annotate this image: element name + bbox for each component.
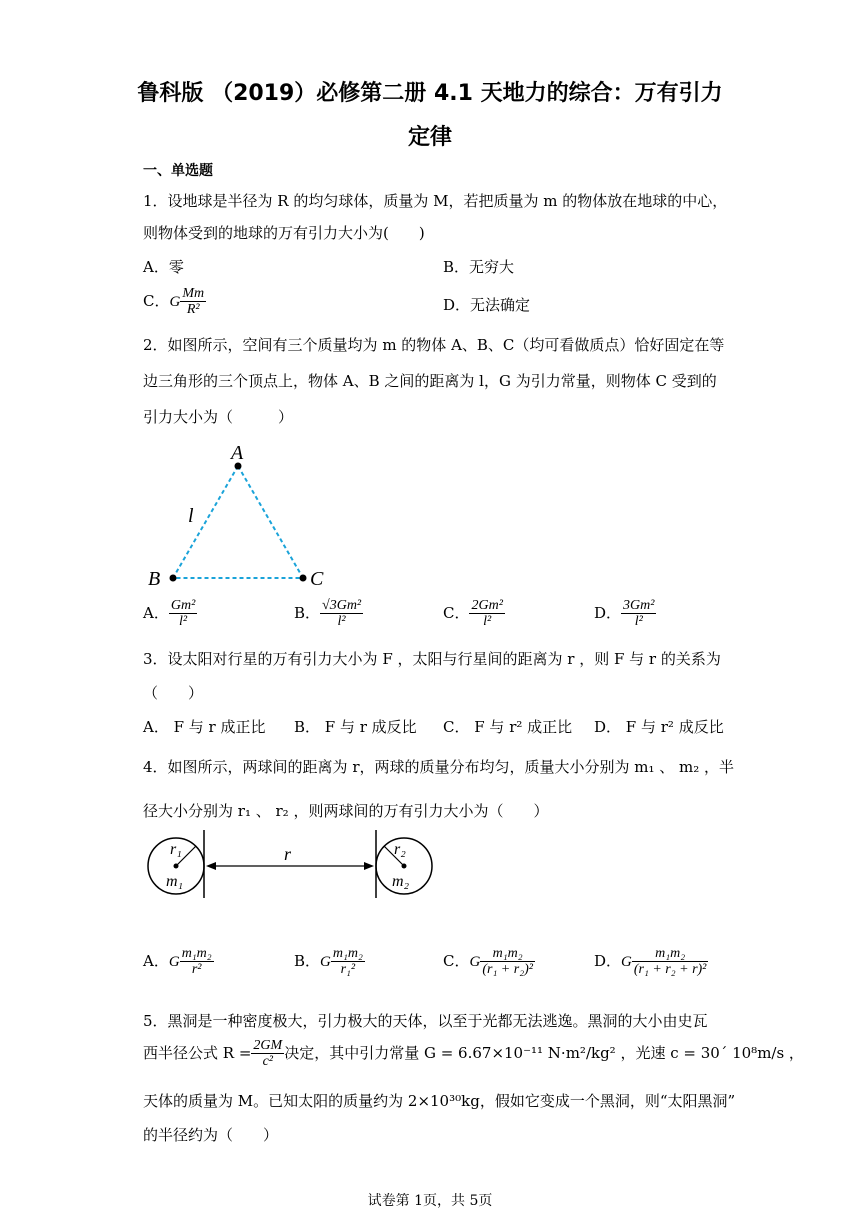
q3-option-d: D． F 与 r² 成反比 — [594, 718, 724, 736]
q4-d-den: (r₁ + r₂ + r)² — [633, 962, 707, 978]
q4-stem-line2: 径大小分别为 r₁ 、 r₂ ，则两球间的万有引力大小为（ ） — [143, 802, 549, 820]
q3-stem-line1: 3．设太阳对行星的万有引力大小为 F ，太阳与行星间的距离为 r ，则 F 与 r 的关系为 — [143, 650, 721, 668]
label-r1: r₁ — [170, 841, 182, 858]
q2-c-prefix: C． — [443, 603, 470, 622]
q4-b-g: G — [320, 953, 331, 970]
q3-stem-line2: （ ） — [143, 684, 204, 702]
q4-b-prefix: B． — [294, 951, 321, 970]
label-l: l — [188, 505, 194, 527]
q2-b-den: l² — [337, 614, 346, 630]
q4-d-fraction — [632, 946, 709, 978]
q4-option-c — [443, 946, 535, 978]
vertex-c-dot — [300, 575, 307, 582]
label-r2: r₂ — [394, 841, 406, 858]
q1-option-d: D．无法确定 — [443, 296, 531, 314]
page-footer: 试卷第 1页，共 5页 — [367, 1193, 493, 1209]
label-c: C — [310, 568, 324, 590]
q4-stem-line1: 4．如图所示，两球间的距离为 r，两球的质量分布均匀，质量大小分别为 m₁ 、 m₂ ，半 — [143, 758, 735, 776]
q5-line2-b: 决定，其中引力常量 G = 6.67×10⁻¹¹ N·m²/kg² ，光速 c = 30´ 10⁸m/s ， — [284, 1043, 804, 1062]
q5-schwarzschild-fraction — [251, 1038, 284, 1070]
label-a: A — [231, 442, 244, 464]
q4-c-num: m₁m₂ — [480, 946, 535, 962]
doc-title-line1: 鲁科版 （2019）必修第二册 4.1 天地力的综合：万有引力 — [137, 81, 723, 106]
vertex-b-dot — [170, 575, 177, 582]
q2-option-c — [443, 598, 505, 630]
q1-stem-line2: 则物体受到的地球的万有引力大小为( ) — [143, 224, 425, 242]
q5-stem-line2 — [143, 1038, 804, 1070]
q4-c-den: (r₁ + r₂)² — [482, 962, 533, 978]
q2-d-prefix: D． — [594, 603, 622, 622]
q1-option-a: A．零 — [143, 258, 184, 276]
q2-stem-line3: 引力大小为（ ） — [143, 408, 294, 426]
q2-b-num: √3Gm² — [322, 598, 362, 613]
q1-c-num: Mm — [182, 286, 205, 301]
q3-option-a: A． F 与 r 成正比 — [143, 718, 266, 736]
q3-option-b: B． F 与 r 成反比 — [294, 718, 417, 736]
q4-a-den: r² — [191, 962, 202, 978]
q1-option-c-fraction — [180, 286, 206, 318]
q2-c-fraction — [469, 598, 504, 630]
q5-frac-den: c² — [262, 1054, 273, 1070]
q5-frac-num: 2GM — [253, 1038, 283, 1053]
q2-option-d — [594, 598, 656, 630]
q2-d-den: l² — [634, 614, 643, 630]
q1-option-b: B．无穷大 — [443, 258, 515, 276]
q4-a-num: m₁m₂ — [181, 946, 212, 961]
q4-option-a — [143, 946, 214, 978]
q2-a-fraction — [169, 598, 197, 630]
q1-option-c-prefix: C． — [143, 291, 170, 310]
q2-stem-line2: 边三角形的三个顶点上，物体 A、B 之间的距离为 l，G 为引力常量，则物体 C 受到的 — [143, 372, 717, 390]
q2-option-a — [143, 598, 197, 630]
q5-stem-line3: 天体的质量为 M。已知太阳的质量约为 2×10³⁰kg，假如它变成一个黑洞，则“太阳黑洞” — [143, 1092, 736, 1110]
q2-d-fraction — [621, 598, 656, 630]
q2-stem-line1: 2．如图所示，空间有三个质量均为 m 的物体 A、B、C（均可看做质点）恰好固定在等 — [143, 336, 725, 354]
q4-b-den: r₁² — [340, 962, 356, 978]
q4-a-g: G — [168, 953, 180, 970]
q5-line2-a: 西半径公式 R = — [143, 1043, 252, 1062]
label-b: B — [148, 568, 161, 590]
q5-stem-line1: 5．黑洞是一种密度极大，引力极大的天体，以至于光都无法逃逸。黑洞的大小由史瓦 — [143, 1012, 708, 1030]
q4-option-b — [294, 946, 365, 978]
q4-b-num: m₁m₂ — [332, 946, 363, 961]
section-heading: 一、单选题 — [143, 163, 213, 179]
q2-c-num: 2Gm² — [471, 598, 503, 613]
q4-a-prefix: A． — [143, 951, 169, 970]
q2-option-b — [294, 598, 363, 630]
q4-a-fraction — [180, 946, 214, 978]
q4-d-prefix: D． — [594, 951, 622, 970]
label-m2: m₂ — [392, 873, 410, 890]
label-r: r — [284, 844, 292, 864]
q1-stem-line1: 1．设地球是半径为 R 的均匀球体，质量为 M，若把质量为 m 的物体放在地球的中心， — [143, 192, 728, 210]
two-spheres-figure — [140, 826, 440, 906]
arrow-head-right — [364, 862, 374, 870]
q3-option-c: C． F 与 r² 成正比 — [443, 718, 573, 736]
q2-d-num: 3Gm² — [623, 598, 655, 613]
doc-title-line2: 定律 — [407, 125, 452, 150]
arrow-head-left — [206, 862, 216, 870]
q2-a-den: l² — [179, 614, 188, 630]
q4-d-g: G — [621, 953, 632, 970]
label-m1: m₁ — [166, 873, 184, 890]
q2-c-den: l² — [483, 614, 492, 630]
q2-a-prefix: A． — [143, 603, 169, 622]
q2-a-num: Gm² — [170, 598, 196, 613]
q4-c-fraction — [480, 946, 535, 978]
q1-option-c-g: G — [169, 293, 181, 310]
triangle-figure — [140, 440, 340, 590]
q4-c-g: G — [469, 953, 481, 970]
q1-option-c — [143, 286, 206, 318]
q4-option-d — [594, 946, 708, 978]
q4-d-num: m₁m₂ — [632, 946, 709, 962]
q4-c-prefix: C． — [443, 951, 470, 970]
q5-stem-line4: 的半径约为（ ） — [143, 1126, 279, 1144]
q1-c-den: R² — [186, 302, 200, 318]
q4-b-fraction — [331, 946, 365, 978]
q2-b-fraction — [320, 598, 363, 630]
q2-b-prefix: B． — [294, 603, 321, 622]
